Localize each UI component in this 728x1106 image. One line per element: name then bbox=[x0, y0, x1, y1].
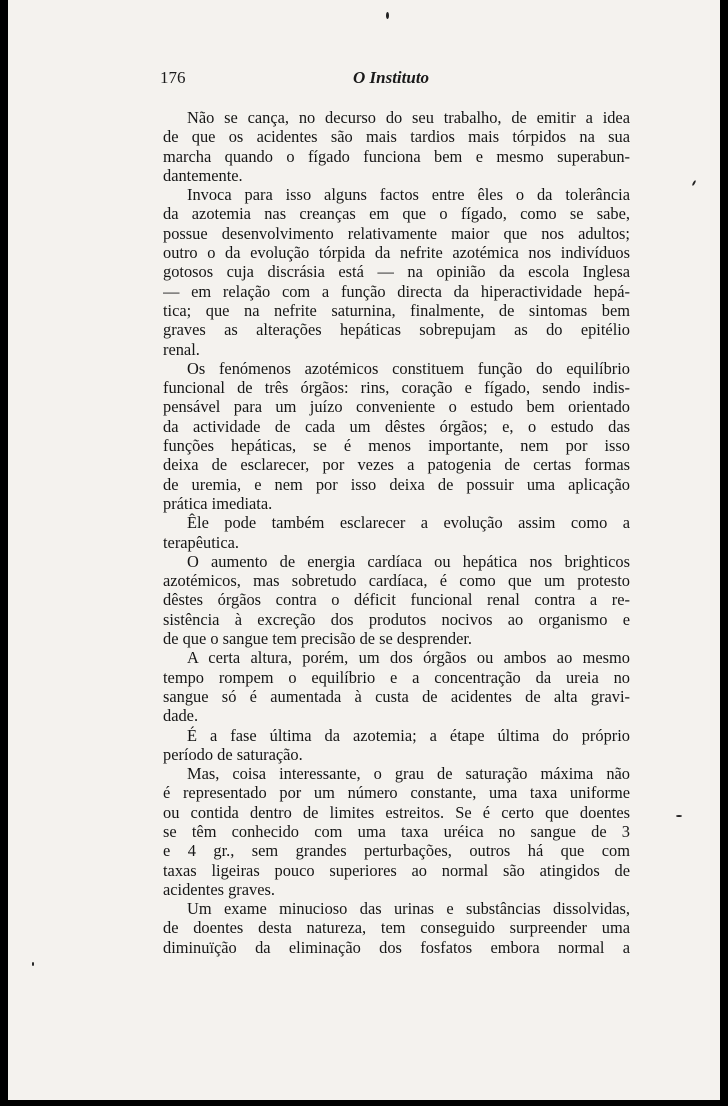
paragraph bbox=[163, 764, 630, 899]
text-line: período de saturação. bbox=[163, 744, 303, 764]
scan-speck bbox=[386, 12, 389, 19]
text-line: Não se cança, no decurso do seu trabalho, de emitir a idea bbox=[187, 108, 630, 127]
text-line: diminuïção da eliminação dos fosfatos embora normal a bbox=[163, 937, 630, 957]
text-line: renal. bbox=[163, 339, 200, 359]
body-text bbox=[163, 108, 630, 957]
paragraph bbox=[163, 899, 630, 957]
text-line: Êle pode também esclarecer a evolução assim como a bbox=[187, 513, 630, 533]
scan-speck bbox=[676, 815, 682, 817]
text-line: de que os acidentes são mais tardios mais tórpidos na sua bbox=[163, 127, 630, 147]
text-line: prática imediata. bbox=[163, 493, 273, 513]
paragraph bbox=[163, 513, 630, 552]
text-line: azotémicos, mas sobretudo cardíaca, é como que um protesto bbox=[163, 571, 630, 591]
text-line: Os fenómenos azotémicos constituem função do equilíbrio bbox=[187, 358, 630, 378]
text-line: tempo rompem o equilíbrio e a concentração da ureia no bbox=[163, 667, 630, 687]
scan-speck bbox=[32, 962, 34, 966]
text-line: sangue só é aumentada à custa de acidentes de alta gravi- bbox=[163, 686, 630, 706]
text-line: taxas ligeiras pouco superiores ao normal são atingidos de bbox=[163, 860, 630, 880]
text-line: da actividade de cada um dêstes órgãos; e, o estudo das bbox=[163, 416, 630, 436]
text-line: possue desenvolvimento relativamente maior que nos adultos; bbox=[163, 223, 630, 243]
text-line: Invoca para isso alguns factos entre êles o da tolerância bbox=[187, 185, 630, 205]
text-line: é representado por um número constante, uma taxa uniforme bbox=[163, 783, 630, 803]
paragraph bbox=[163, 185, 630, 359]
text-line: ou contida dentro de limites estreitos. Se é certo que doentes bbox=[163, 802, 630, 822]
text-line: de que o sangue tem precisão de se desprender. bbox=[163, 629, 473, 649]
book-page bbox=[8, 0, 720, 1100]
paragraph bbox=[163, 726, 630, 765]
text-line: dade. bbox=[163, 706, 199, 726]
text-line: dêstes órgãos contra o déficit funcional renal contra a re- bbox=[163, 590, 630, 610]
text-line: gotosos cuja discrásia está — na opinião da escola Inglesa bbox=[163, 262, 630, 282]
text-line: dantemente. bbox=[163, 165, 243, 185]
text-line: sistência à excreção dos produtos nocivos ao organismo e bbox=[163, 609, 630, 629]
paragraph bbox=[163, 359, 630, 513]
text-line: É a fase última da azotemia; a étape última do próprio bbox=[187, 725, 630, 745]
text-line: outro o da evolução tórpida da nefrite azotémica nos indivíduos bbox=[163, 243, 630, 263]
text-line: se têm conhecido com uma taxa uréica no sangue de 3 bbox=[163, 821, 630, 841]
page-number: 176 bbox=[160, 68, 186, 87]
text-line: — em relação com a função directa da hiperactividade hepá- bbox=[163, 281, 630, 301]
text-line: de uremia, e nem por isso deixa de possuir uma aplicação bbox=[163, 474, 630, 494]
text-line: e 4 gr., sem grandes perturbações, outros há que com bbox=[163, 841, 630, 861]
paragraph bbox=[163, 648, 630, 725]
text-line: funcional de três órgãos: rins, coração e fígado, sendo indis- bbox=[163, 378, 630, 398]
text-line: de doentes desta natureza, tem conseguido surpreender uma bbox=[163, 918, 630, 938]
page-header bbox=[8, 68, 720, 92]
text-line: A certa altura, porém, um dos órgãos ou ambos ao mesmo bbox=[187, 648, 630, 668]
paragraph bbox=[163, 108, 630, 185]
text-line: graves as alterações hepáticas sobrepujam as do epitélio bbox=[163, 320, 630, 340]
paragraph bbox=[163, 552, 630, 648]
text-line: pensável para um juízo conveniente o estudo bem orientado bbox=[163, 397, 630, 417]
scan-speck bbox=[692, 180, 697, 186]
text-line: deixa de esclarecer, por vezes a patogenia de certas formas bbox=[163, 455, 630, 475]
running-title: O Instituto bbox=[353, 68, 430, 87]
text-line: funções hepáticas, se é menos importante, nem por isso bbox=[163, 436, 630, 456]
text-line: acidentes graves. bbox=[163, 879, 275, 899]
text-line: O aumento de energia cardíaca ou hepática nos brighticos bbox=[187, 551, 630, 571]
text-line: terapêutica. bbox=[163, 532, 239, 552]
text-line: Mas, coisa interessante, o grau de saturação máxima não bbox=[187, 764, 630, 784]
text-line: tica; que na nefrite saturnina, finalmente, de sintomas bem bbox=[163, 300, 630, 320]
text-line: Um exame minucioso das urinas e substâncias dissolvidas, bbox=[187, 899, 630, 919]
text-line: marcha quando o fígado funciona bem e mesmo superabun- bbox=[163, 146, 630, 166]
text-line: da azotemia nas creanças em que o fígado, como se sabe, bbox=[163, 204, 630, 224]
